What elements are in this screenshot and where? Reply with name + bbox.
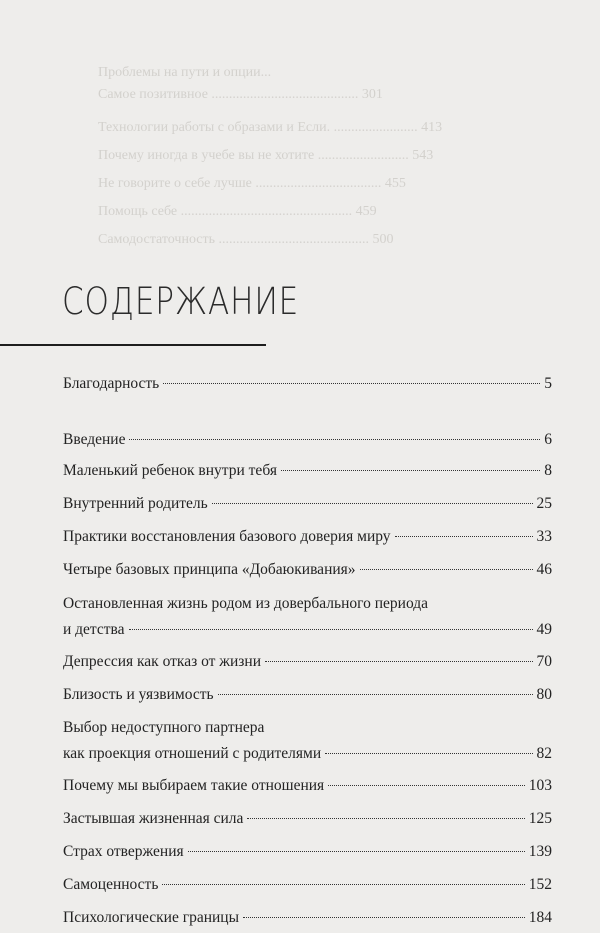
toc-entry[interactable] (63, 839, 552, 865)
toc-entry[interactable] (63, 872, 552, 898)
toc-entry-title: Страх отвержения (63, 843, 184, 860)
heading-rule (0, 344, 266, 346)
ghost-line: Проблемы на пути и опции... (98, 65, 272, 80)
ghost-line: Помощь себе ................................................. 459 (98, 204, 377, 219)
toc-entry[interactable] (63, 715, 552, 767)
toc-entry-title: Благодарность (63, 375, 160, 392)
toc-entry-page: 125 (528, 810, 552, 827)
toc-entry[interactable] (63, 524, 552, 550)
toc-entry-page: 80 (536, 686, 552, 703)
toc-entry-page: 184 (528, 909, 552, 926)
toc-entry[interactable] (63, 557, 552, 583)
toc-entry-page: 70 (536, 653, 552, 670)
toc-entry[interactable] (63, 458, 552, 484)
ghost-line: Технологии работы с образами и Если. ........................ 413 (98, 120, 443, 135)
ghost-line: Самое позитивное .......................................... 301 (98, 87, 383, 102)
toc-entry-title: Практики восстановления базового доверия миру (63, 528, 391, 545)
dot-leader (129, 629, 533, 630)
toc-entry[interactable] (63, 427, 552, 453)
dot-leader (163, 383, 540, 384)
toc-entry-page: 46 (536, 561, 552, 578)
toc-entry[interactable] (63, 806, 552, 832)
dot-leader (265, 661, 533, 662)
dot-leader (247, 818, 524, 819)
toc-entry-page: 103 (528, 777, 552, 794)
toc-entry-title: Маленький ребенок внутри тебя (63, 462, 277, 479)
dot-leader (129, 439, 540, 440)
toc-entry-page: 25 (536, 495, 552, 512)
dot-leader (243, 917, 525, 918)
toc-entry-title: и детства (63, 621, 125, 638)
dot-leader (328, 785, 525, 786)
toc-entry-title: Самоценность (63, 876, 159, 893)
contents-heading: СОДЕРЖАНИЕ (62, 280, 300, 323)
toc-entry-title: Психологические границы (63, 909, 240, 926)
toc-entry[interactable] (63, 649, 552, 675)
toc-entry-page: 8 (544, 462, 552, 479)
toc-entry-page: 139 (528, 843, 552, 860)
toc-entry-page: 5 (544, 375, 552, 392)
toc-entry-title-line: Остановленная жизнь родом из довербального периода (63, 595, 429, 612)
toc-entry[interactable] (63, 371, 552, 397)
dot-leader (395, 536, 533, 537)
dot-leader (162, 884, 524, 885)
dot-leader (188, 851, 525, 852)
toc-entry[interactable] (63, 682, 552, 708)
toc-entry-title: Депрессия как отказ от жизни (63, 653, 261, 670)
toc-entry-title: Внутренний родитель (63, 495, 208, 512)
toc-entry-page: 6 (544, 431, 552, 448)
toc-entry-page: 82 (536, 745, 552, 762)
dot-leader (360, 569, 533, 570)
toc-entry-page: 152 (528, 876, 552, 893)
toc-entry[interactable] (63, 773, 552, 799)
toc-entry-title: Близость и уязвимость (63, 686, 214, 703)
toc-entry-title: как проекция отношений с родителями (63, 745, 322, 762)
toc-entry-title: Застывшая жизненная сила (63, 810, 244, 827)
dot-leader (218, 694, 533, 695)
toc-entry[interactable] (63, 591, 552, 643)
toc-entry-title: Введение (63, 431, 126, 448)
toc-entry[interactable] (63, 491, 552, 517)
dot-leader (281, 470, 540, 471)
table-of-contents (63, 371, 552, 931)
dot-leader (325, 753, 532, 754)
toc-entry-title: Почему мы выбираем такие отношения (63, 777, 325, 794)
ghost-line: Почему иногда в учебе вы не хотите .......................... 543 (98, 148, 434, 163)
toc-entry-title-line: Выбор недоступного партнера (63, 719, 265, 736)
toc-entry-page: 33 (536, 528, 552, 545)
ghost-line: Самодостаточность ........................................... 500 (98, 232, 394, 247)
dot-leader (212, 503, 533, 504)
toc-entry[interactable] (63, 905, 552, 931)
bleed-through-text (98, 62, 578, 254)
toc-entry-page: 49 (536, 621, 552, 638)
toc-entry-title: Четыре базовых принципа «Добаюкивания» (63, 561, 356, 578)
ghost-line: Не говорите о себе лучше .................................... 455 (98, 176, 406, 191)
